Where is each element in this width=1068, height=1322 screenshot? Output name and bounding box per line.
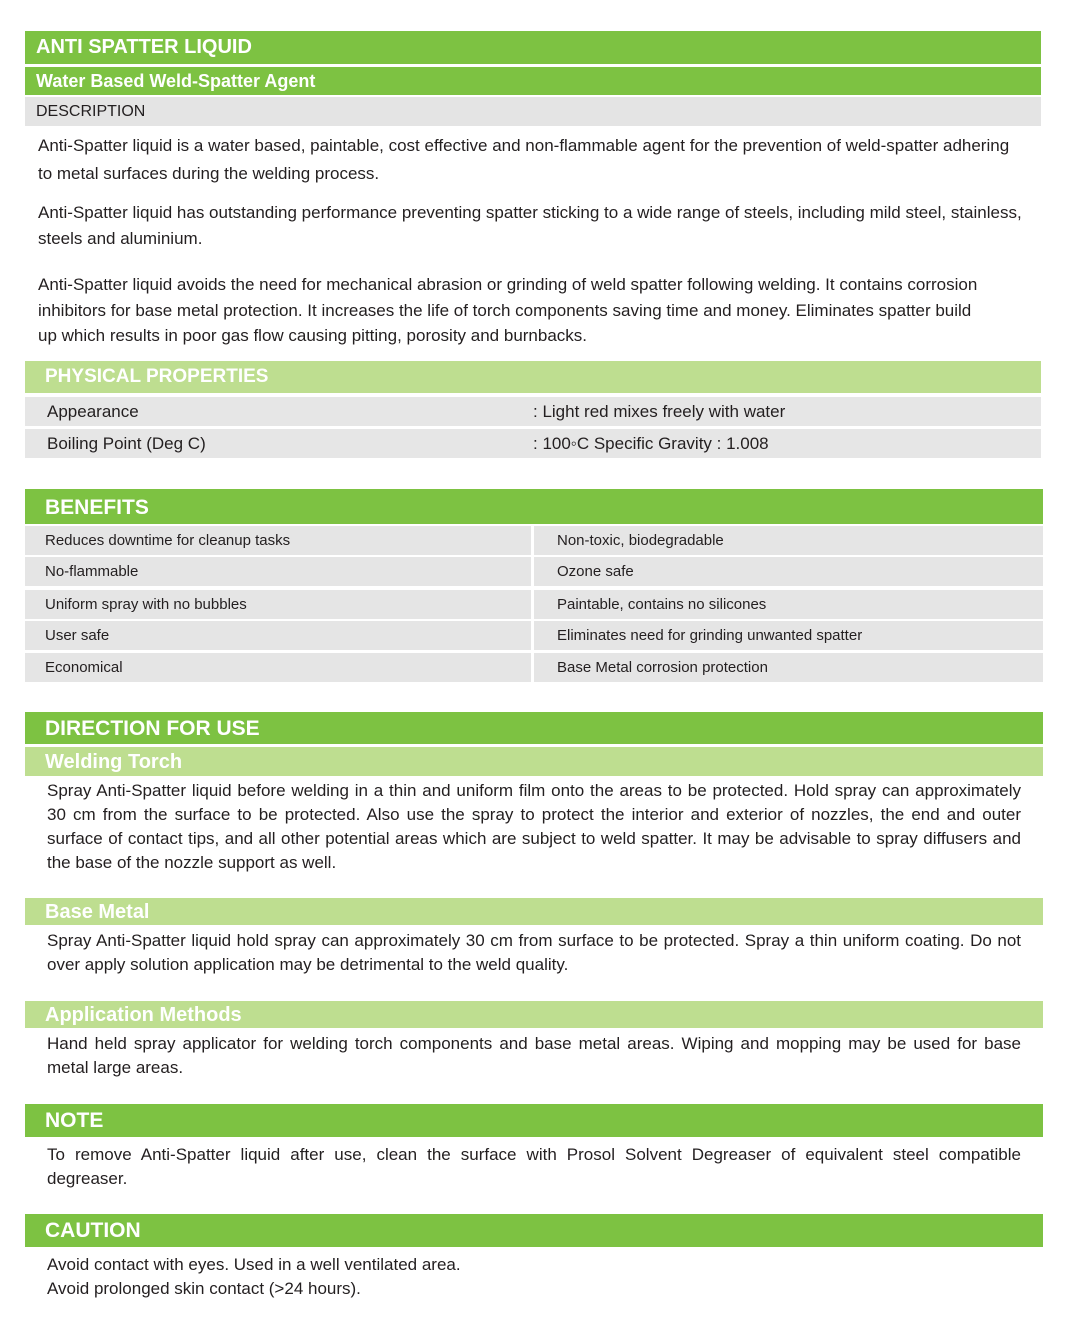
page-title: ANTI SPATTER LIQUID bbox=[25, 31, 1041, 64]
caution-heading: CAUTION bbox=[25, 1214, 1043, 1247]
page-subtitle: Water Based Weld-Spatter Agent bbox=[25, 67, 1041, 95]
benefit-item: Reduces downtime for cleanup tasks bbox=[25, 526, 531, 555]
benefit-item: Base Metal corrosion protection bbox=[534, 653, 1043, 682]
application-methods-text: Hand held spray applicator for welding torch components and base metal areas. Wiping and mopping may be used for base metal large areas. bbox=[47, 1034, 1021, 1077]
welding-torch-heading: Welding Torch bbox=[25, 747, 1043, 776]
benefit-item: Paintable, contains no silicones bbox=[534, 590, 1043, 619]
description-paragraph: Anti-Spatter liquid is a water based, paintable, cost effective and non-flammable agent for the prevention of weld-spatter adhering to metal surfaces during the welding process. bbox=[38, 136, 1010, 183]
benefits-heading: BENEFITS bbox=[25, 489, 1043, 524]
base-metal-text: Spray Anti-Spatter liquid hold spray can approximately 30 cm from surface to be protected. Spray a thin uniform coating. Do not over apply solution application may be detrimental to the weld quality. bbox=[47, 931, 1021, 974]
welding-torch-text: Spray Anti-Spatter liquid before welding in a thin and uniform film onto the areas to be protected. Hold spray can approximately 30 cm from the surface to be protected. Also use the spray to protect the interior and exterior of nozzles, the end and outer surface of contact tips, and all other potential areas which are subject to weld spatter. It may be advisable to spray diffusers and the base of the nozzle support as well. bbox=[47, 781, 1021, 872]
note-heading: NOTE bbox=[25, 1104, 1043, 1137]
physical-properties-heading: PHYSICAL PROPERTIES bbox=[25, 361, 1041, 393]
property-value: : 100◦C Specific Gravity : 1.008 bbox=[533, 434, 769, 453]
direction-heading: DIRECTION FOR USE bbox=[25, 712, 1043, 744]
description-heading: DESCRIPTION bbox=[25, 97, 1041, 126]
property-label: Appearance bbox=[47, 402, 139, 421]
property-row bbox=[25, 429, 1041, 458]
benefit-item: Eliminates need for grinding unwanted spatter bbox=[534, 621, 1043, 650]
caution-line: Avoid prolonged skin contact (>24 hours). bbox=[47, 1279, 361, 1298]
description-paragraph: Anti-Spatter liquid avoids the need for mechanical abrasion or grinding of weld spatter following welding. It contains corrosion inhibitors for base metal protection. It increases the life of torch components saving time and money. Eliminates spatter build up which results in poor gas flow causing pitting, porosity and burnbacks. bbox=[38, 275, 978, 345]
benefit-item: No-flammable bbox=[25, 557, 531, 586]
property-value: : Light red mixes freely with water bbox=[533, 402, 786, 421]
description-paragraph: Anti-Spatter liquid has outstanding performance preventing spatter sticking to a wide range of steels, including mild steel, stainless, steels and aluminium. bbox=[38, 203, 1022, 248]
benefit-item: Non-toxic, biodegradable bbox=[534, 526, 1043, 555]
note-text: To remove Anti-Spatter liquid after use, clean the surface with Prosol Solvent Degreaser of equivalent steel compatible degreaser. bbox=[47, 1145, 1021, 1188]
benefit-item: Economical bbox=[25, 653, 531, 682]
base-metal-heading: Base Metal bbox=[25, 898, 1043, 925]
application-methods-heading: Application Methods bbox=[25, 1001, 1043, 1028]
property-row bbox=[25, 397, 1041, 426]
property-label: Boiling Point (Deg C) bbox=[47, 434, 206, 453]
benefit-item: Uniform spray with no bubbles bbox=[25, 590, 531, 619]
benefit-item: Ozone safe bbox=[534, 557, 1043, 586]
benefit-item: User safe bbox=[25, 621, 531, 650]
caution-line: Avoid contact with eyes. Used in a well ventilated area. bbox=[47, 1255, 461, 1274]
